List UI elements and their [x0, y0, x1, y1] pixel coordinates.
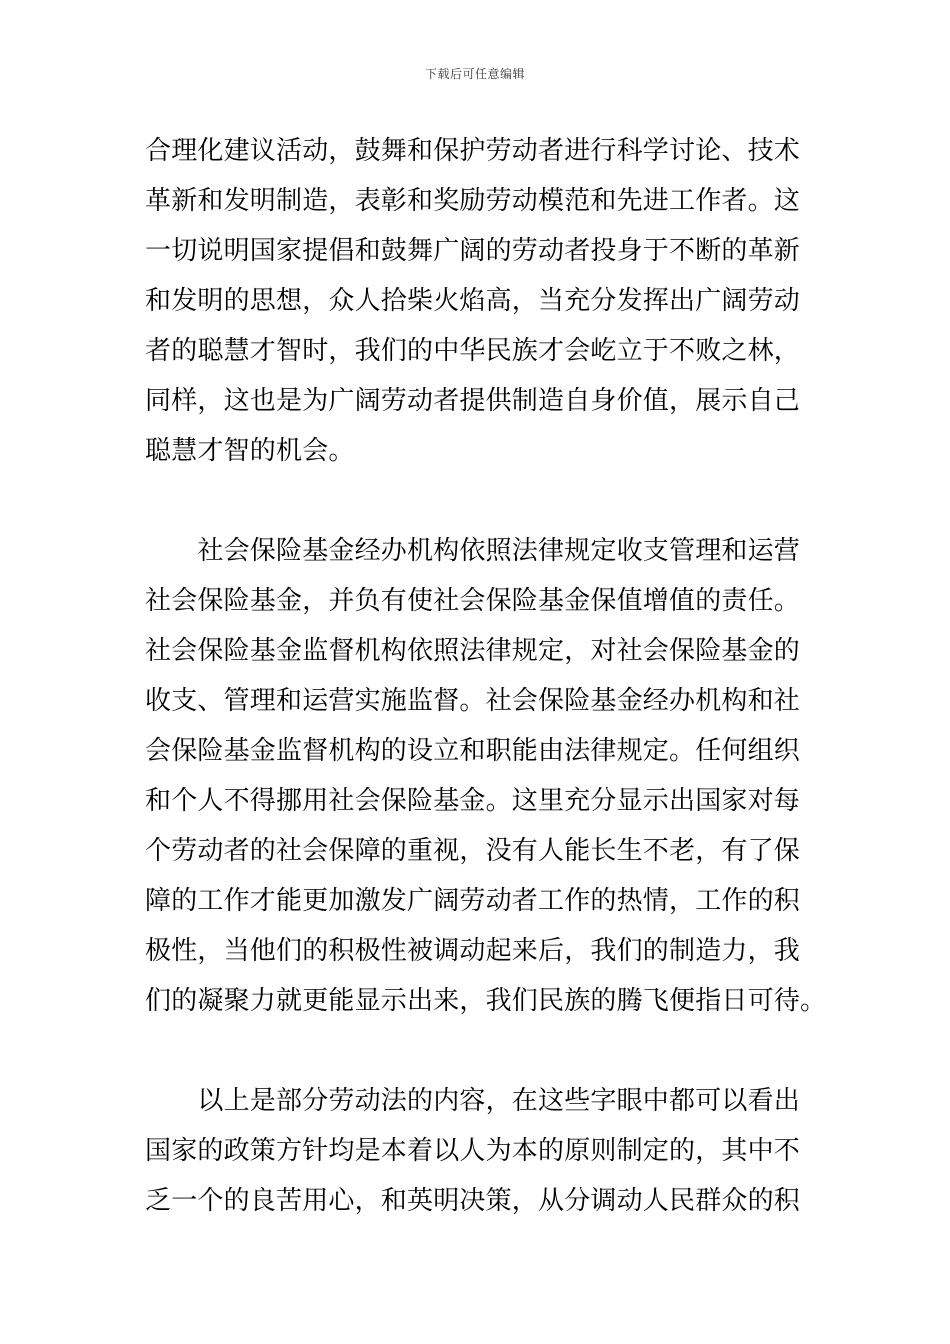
- text-line: 国家的政策方针均是本着以人为本的原则制定的，其中不: [145, 1136, 801, 1166]
- text-line: 同样，这也是为广阔劳动者提供制造自身价值，展示自己: [145, 386, 801, 416]
- paragraph-3: [145, 1076, 810, 1226]
- text-line: 以上是部分劳动法的内容，在这些字眼中都可以看出: [145, 1086, 801, 1116]
- text-line: 极性，当他们的积极性被调动起来后，我们的制造力，我: [145, 936, 801, 966]
- page-header-note: 下载后可任意编辑: [424, 67, 525, 81]
- document-body: [145, 126, 827, 1226]
- text-line: 收支、管理和运营实施监督。社会保险基金经办机构和社: [145, 686, 801, 716]
- text-line: 乏一个的良苦用心，和英明决策，从分调动人民群众的积: [145, 1186, 801, 1216]
- paragraph-1: [145, 126, 810, 476]
- text-line: 革新和发明制造，表彰和奖励劳动模范和先进工作者。这: [145, 186, 801, 216]
- text-line: 聪慧才智的机会。: [145, 436, 355, 466]
- text-line: 们的凝聚力就更能显示出来，我们民族的腾飞便指日可待。: [145, 986, 827, 1016]
- text-line: 合理化建议活动，鼓舞和保护劳动者进行科学讨论、技术: [145, 136, 801, 166]
- paragraph-spacer: [145, 476, 810, 526]
- text-line: 一切说明国家提倡和鼓舞广阔的劳动者投身于不断的革新: [145, 236, 801, 266]
- text-line: 障的工作才能更加激发广阔劳动者工作的热情，工作的积: [145, 886, 801, 916]
- paragraph-spacer: [145, 1026, 810, 1076]
- text-line: 会保险基金监督机构的设立和职能由法律规定。任何组织: [145, 736, 801, 766]
- text-line: 者的聪慧才智时，我们的中华民族才会屹立于不败之林，: [145, 336, 801, 366]
- text-line: 社会保险基金监督机构依照法律规定，对社会保险基金的: [145, 636, 801, 666]
- text-line: 社会保险基金经办机构依照法律规定收支管理和运营: [145, 536, 801, 566]
- paragraph-2: [145, 526, 827, 1026]
- text-line: 社会保险基金，并负有使社会保险基金保值增值的责任。: [145, 586, 801, 616]
- text-line: 和发明的思想，众人拾柴火焰高，当充分发挥出广阔劳动: [145, 286, 801, 316]
- text-line: 和个人不得挪用社会保险基金。这里充分显示出国家对每: [145, 786, 801, 816]
- text-line: 个劳动者的社会保障的重视，没有人能长生不老，有了保: [145, 836, 801, 866]
